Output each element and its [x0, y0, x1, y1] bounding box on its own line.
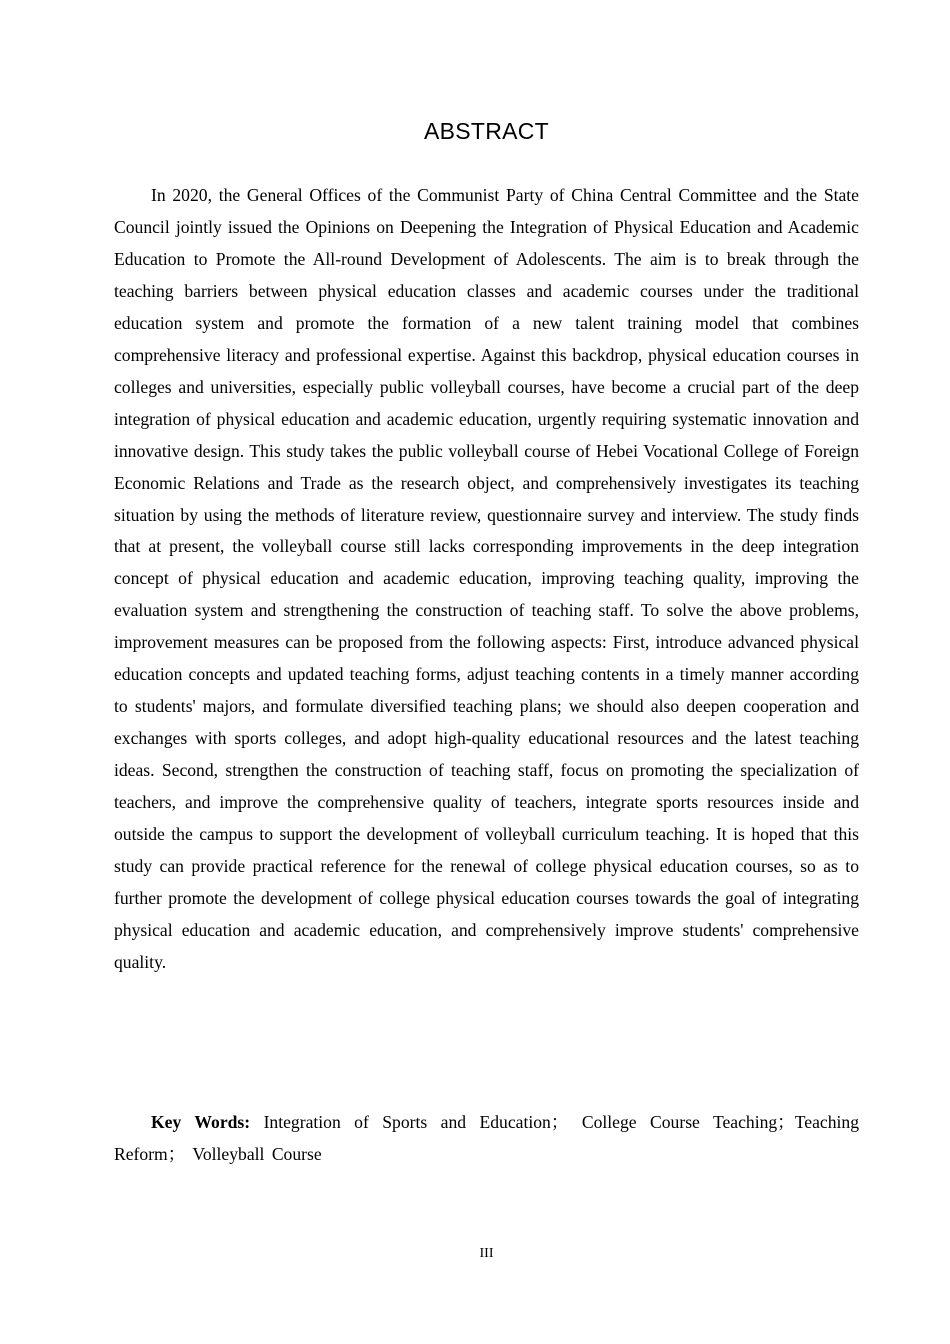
- keywords-label: Key Words:: [151, 1112, 251, 1132]
- page-number: III: [479, 1246, 494, 1261]
- keywords-list: Integration of Sports and Education； College Course Teaching；Teaching Reform； Volleyball Course: [114, 1112, 859, 1164]
- keywords-paragraph: [114, 1106, 859, 1170]
- abstract-paragraph: In 2020, the General Offices of the Communist Party of China Central Committee and the State Council jointly issued the Opinions on Deepening the Integration of Physical Education and Academic Education to Promote the All-round Development of Adolescents. The aim is to break through the teaching barriers between physical education classes and academic courses under the traditional education system and promote the formation of a new talent training model that combines comprehensive literacy and professional expertise. Against this backdrop, physical education courses in colleges and universities, especially public volleyball courses, have become a crucial part of the deep integration of physical education and academic education, urgently requiring systematic innovation and innovative design. This study takes the public volleyball course of Hebei Vocational College of Foreign Economic Relations and Trade as the research object, and comprehensively investigates its teaching situation by using the methods of literature review, questionnaire survey and interview. The study finds that at present, the volleyball course still lacks corresponding improvements in the deep integration concept of physical education and academic education, improving teaching quality, improving the evaluation system and strengthening the construction of teaching staff. To solve the above problems, improvement measures can be proposed from the following aspects: First, introduce advanced physical education concepts and updated teaching forms, adjust teaching contents in a timely manner according to students' majors, and formulate diversified teaching plans; we should also deepen cooperation and exchanges with sports colleges, and adopt high-quality educational resources and the latest teaching ideas. Second, strengthen the construction of teaching staff, focus on promoting the specialization of teachers, and improve the comprehensive quality of teachers, integrate sports resources inside and outside the campus to support the development of volleyball curriculum teaching. It is hoped that this study can provide practical reference for the renewal of college physical education courses, so as to further promote the development of college physical education courses towards the goal of integrating physical education and academic education, and comprehensively improve students' comprehensive quality.: [114, 185, 859, 972]
- abstract-title: ABSTRACT: [423, 118, 550, 144]
